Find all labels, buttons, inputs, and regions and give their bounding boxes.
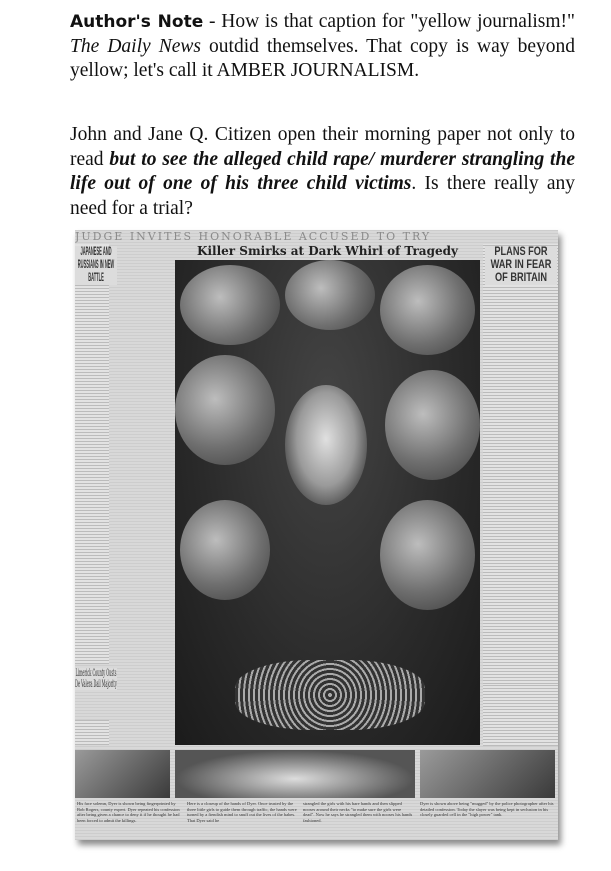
montage-photo — [385, 370, 480, 480]
separator: - — [203, 11, 222, 32]
newspaper-clipping-image — [75, 230, 558, 840]
fingerprinting-photo — [75, 750, 170, 798]
photo-caption: His face solemn, Dyer is shown being fingerprinted by Bob Rogers, county expert. Dyer repeated his confession after being given a chance to deny it if he thought he had been forced to admit the killings. — [77, 801, 180, 823]
paragraph-text: John and Jane Q. Citizen open their morning paper not only to read — [70, 124, 575, 170]
paragraph-text: . Is there really any need for a trial? — [70, 173, 575, 219]
right-news-column — [483, 244, 558, 684]
killer-face-photo — [285, 385, 367, 505]
montage-photo — [380, 500, 475, 610]
clipping-banner: JUDGE INVITES HONORABLE ACCUSED TO TRY — [75, 230, 432, 243]
clipping-headline: Killer Smirks at Dark Whirl of Tragedy — [197, 244, 458, 258]
montage-photo — [180, 500, 270, 600]
photo-caption: Here is a closeup of the hands of Dyer. Once trusted by the three little girls to guide them through traffic, the hands were turned by a fiendish mind to snuff out the lives of the babes. That Dyer said he — [187, 801, 297, 823]
photo-caption: strangled the girls with his bare hands and then slipped nooses around their necks "to make sure the girls were dead". Now he says he strangled them with nooses his hands fashioned. — [303, 801, 413, 823]
montage-photo — [285, 260, 375, 330]
authors-note-paragraph — [70, 10, 575, 84]
hands-closeup-photo — [175, 750, 415, 798]
montage-photo — [180, 265, 280, 345]
note-text: How is that caption for "yellow journalism!" — [221, 11, 575, 32]
left-news-column — [75, 244, 109, 664]
left-news-column — [75, 720, 109, 745]
right-headline: PLANS FOR WAR IN FEAR OF BRITAIN — [485, 246, 557, 285]
right-news-column — [483, 684, 558, 746]
left-headline: JAPANESE AND RUSSIANS IN NEW BATTLE — [75, 246, 117, 285]
photo-montage — [175, 260, 480, 745]
emphasized-text: but to see the alleged child rape/ murderer strangling the life out of one of his three child victims — [70, 148, 575, 194]
montage-photo — [380, 265, 475, 355]
left-headline-2: Limerick County Ousts De Valera Dail Majority — [75, 668, 117, 690]
mugshot-photo — [420, 750, 555, 798]
publication-name: The Daily News — [70, 35, 201, 57]
crowd-photo — [235, 660, 425, 730]
photo-caption: Dyer is shown above being "mugged" by the police photographer after his detailed confession. Today the slayer was being kept in seclusion in his closely guarded cell in the "high power" tank. — [420, 801, 554, 817]
authors-note-label: Author's Note — [70, 12, 204, 32]
montage-photo — [175, 355, 275, 465]
note-text: outdid themselves. That copy is way beyond yellow; let's call it AMBER JOURNALISM. — [70, 35, 575, 81]
body-paragraph — [70, 123, 575, 221]
